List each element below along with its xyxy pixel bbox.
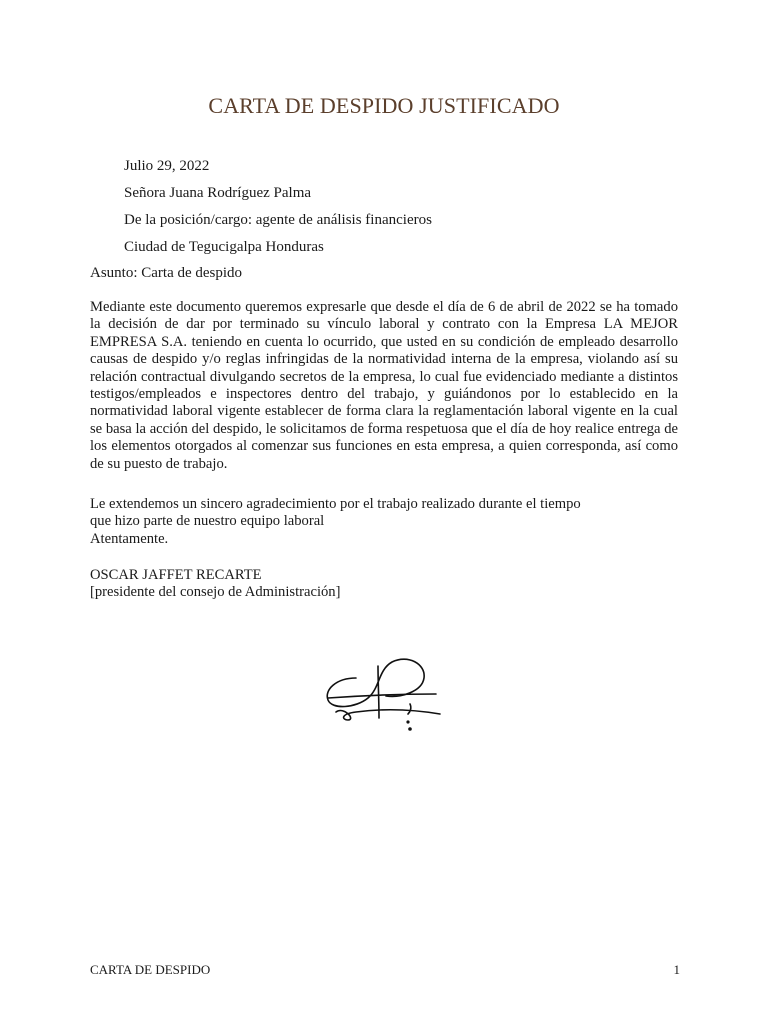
document-title: CARTA DE DESPIDO JUSTIFICADO bbox=[208, 93, 560, 118]
signer-name: OSCAR JAFFET RECARTE bbox=[90, 567, 262, 583]
footer-running-head: CARTA DE DESPIDO bbox=[90, 962, 211, 977]
letter-body: Mediante este documento queremos expresarle que desde el día de 6 de abril de 2022 se ha tomado la decisión de dar por terminado su vínculo laboral y contrato con la Empresa LA MEJOR EMPRESA S.A. teniendo en cuenta lo ocurrido, que usted en su condición de empleado desarrollo causas de despido y/o reglas infringidas de la normatividad interna de la empresa, violando así su relación contractual divulgando secretos de la empresa, lo cual fue evidenciado mediante a distintos testigos/empleados e inspectores dentro del trabajo, y guiándonos por lo establecido en la normatividad laboral vigente establecer de forma clara la reglamentación laboral vigente en la cual se basa la acción del despido, le solicitamos de forma respetuosa que el día de hoy realice entrega de los elementos otorgados al comenzar sus funciones en esta empresa, a quien corresponda, así como de su puesto de trabajo. bbox=[90, 299, 678, 472]
closing-line: que hizo parte de nuestro equipo laboral bbox=[90, 513, 325, 530]
recipient-name: Señora Juana Rodríguez Palma bbox=[124, 185, 312, 201]
closing-line: Le extendemos un sincero agradecimiento por el trabajo realizado durante el tiempo bbox=[90, 496, 581, 512]
letter-subject: Asunto: Carta de despido bbox=[90, 265, 243, 281]
signer-block bbox=[90, 567, 340, 602]
page-number: 1 bbox=[673, 962, 680, 977]
signer-title: [presidente del consejo de Administración] bbox=[90, 584, 341, 601]
closing-block bbox=[90, 496, 581, 548]
recipient-city: Ciudad de Tegucigalpa Honduras bbox=[124, 239, 324, 255]
recipient-position: De la posición/cargo: agente de análisis financieros bbox=[124, 212, 432, 228]
closing-salutation: Atentamente. bbox=[90, 530, 169, 547]
handwritten-signature bbox=[316, 648, 446, 738]
letter-date: Julio 29, 2022 bbox=[124, 158, 210, 174]
